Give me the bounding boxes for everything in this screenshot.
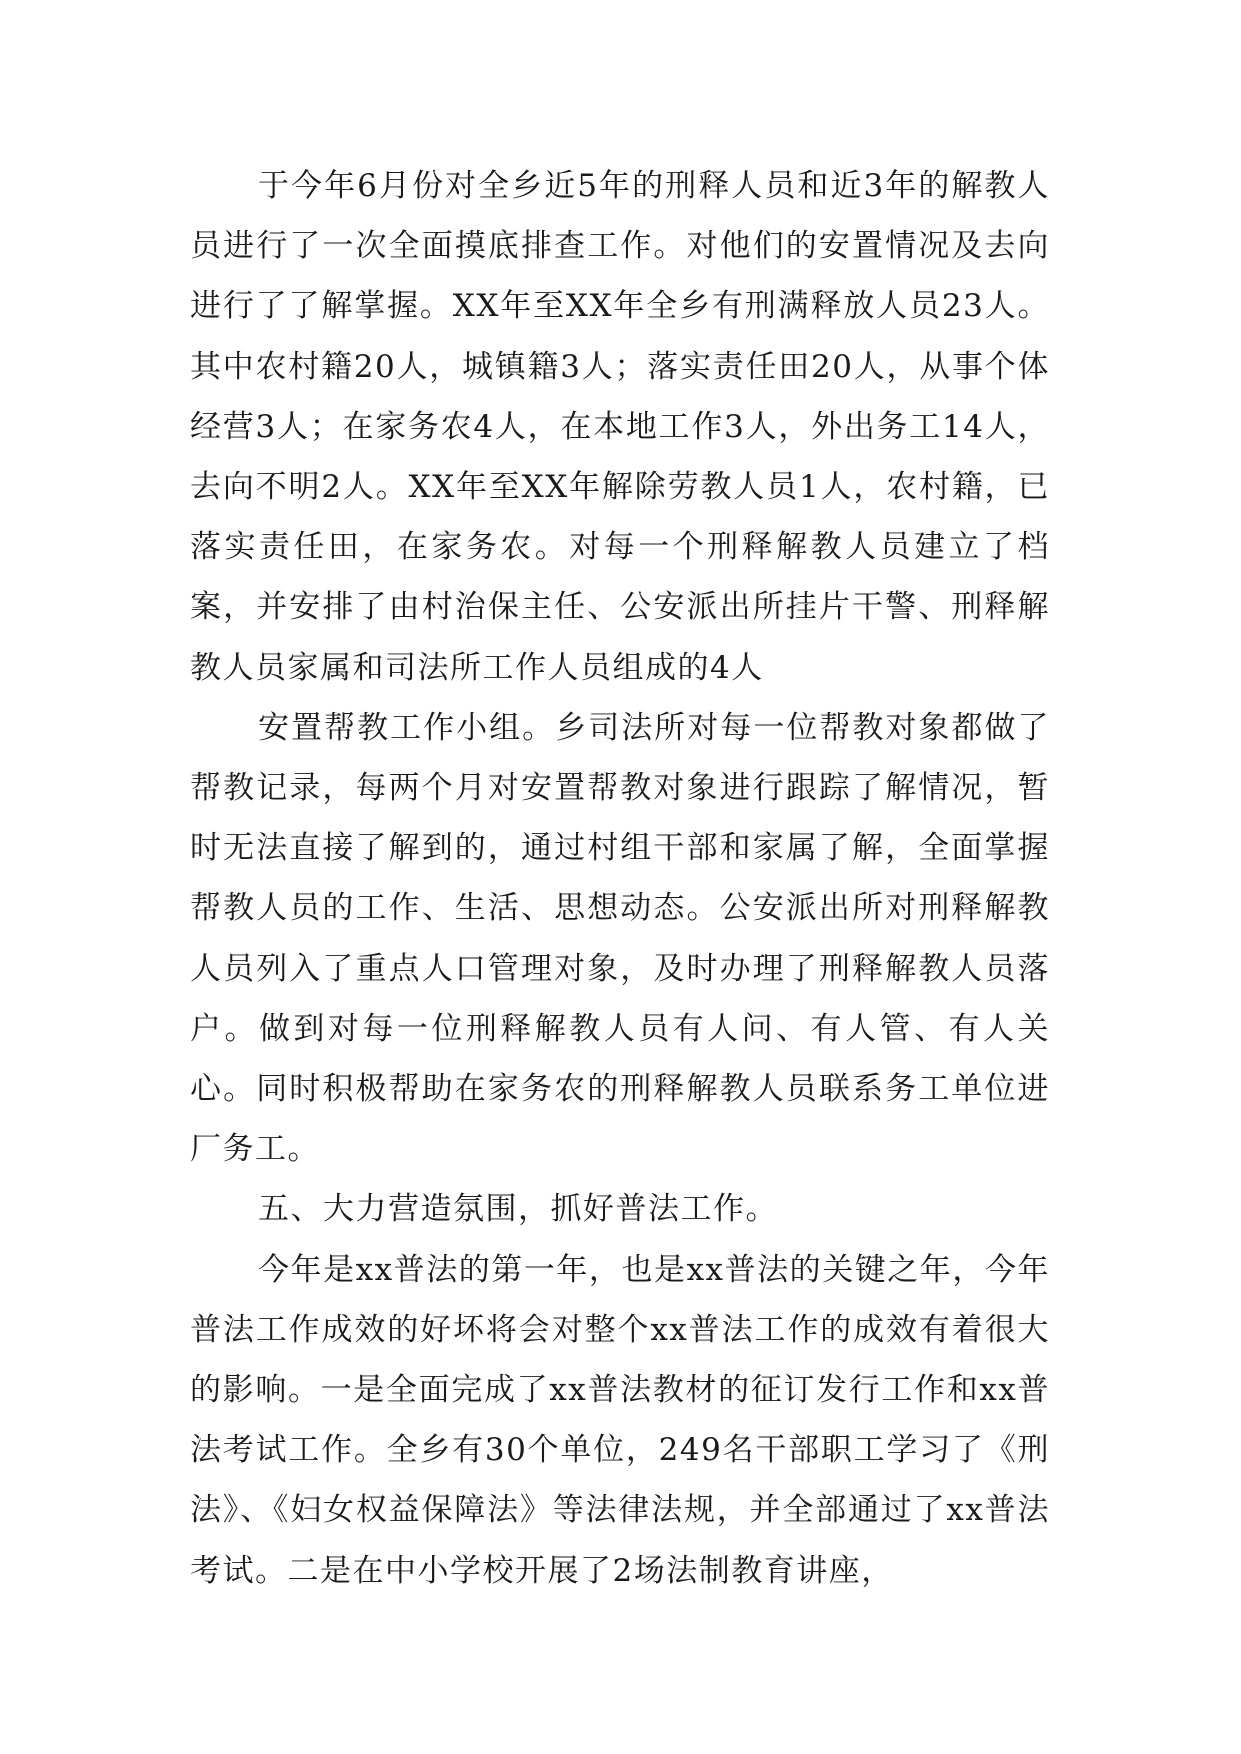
paragraph-assistance-group: 安置帮教工作小组。乡司法所对每一位帮教对象都做了帮教记录，每两个月对安置帮教对象进行跟踪了解情况，暂时无法直接了解到的，通过村组干部和家属了解，全面掌握帮教人员的工作、生活、思想动态。公安派出所对刑释解教人员列入了重点人口管理对象，及时办理了刑释解教人员落户。做到对每一位刑释解教人员有人问、有人管、有人关心。同时积极帮助在家务农的刑释解教人员联系务工单位进厂务工。: [190, 709, 1050, 1168]
paragraph-resettlement-survey: 于今年6月份对全乡近5年的刑释人员和近3年的解教人员进行了一次全面摸底排查工作。对他们的安置情况及去向进行了了解掌握。XX年至XX年全乡有刑满释放人员23人。其中农村籍20人，城镇籍3人；落实责任田20人，从事个体经营3人；在家务农4人，在本地工作3人，外出务工14人，去向不明2人。XX年至XX年解除劳教人员1人，农村籍，已落实责任田，在家务农。对每一个刑释解教人员建立了档案，并安排了由村治保主任、公安派出所挂片干警、刑释解教人员家属和司法所工作人员组成的4人: [190, 168, 1050, 686]
paragraph-legal-education: 今年是xx普法的第一年，也是xx普法的关键之年，今年普法工作成效的好坏将会对整个xx普法工作的成效有着很大的影响。一是全面完成了xx普法教材的征订发行工作和xx普法考试工作。全乡有30个单位，249名干部职工学习了《刑法》、《妇女权益保障法》等法律法规，并全部通过了xx普法考试。二是在中小学校开展了2场法制教育讲座，: [190, 1251, 1050, 1589]
section-heading-legal-education: 五、大力营造氛围，抓好普法工作。: [258, 1191, 778, 1228]
document-body: [190, 156, 1050, 1601]
